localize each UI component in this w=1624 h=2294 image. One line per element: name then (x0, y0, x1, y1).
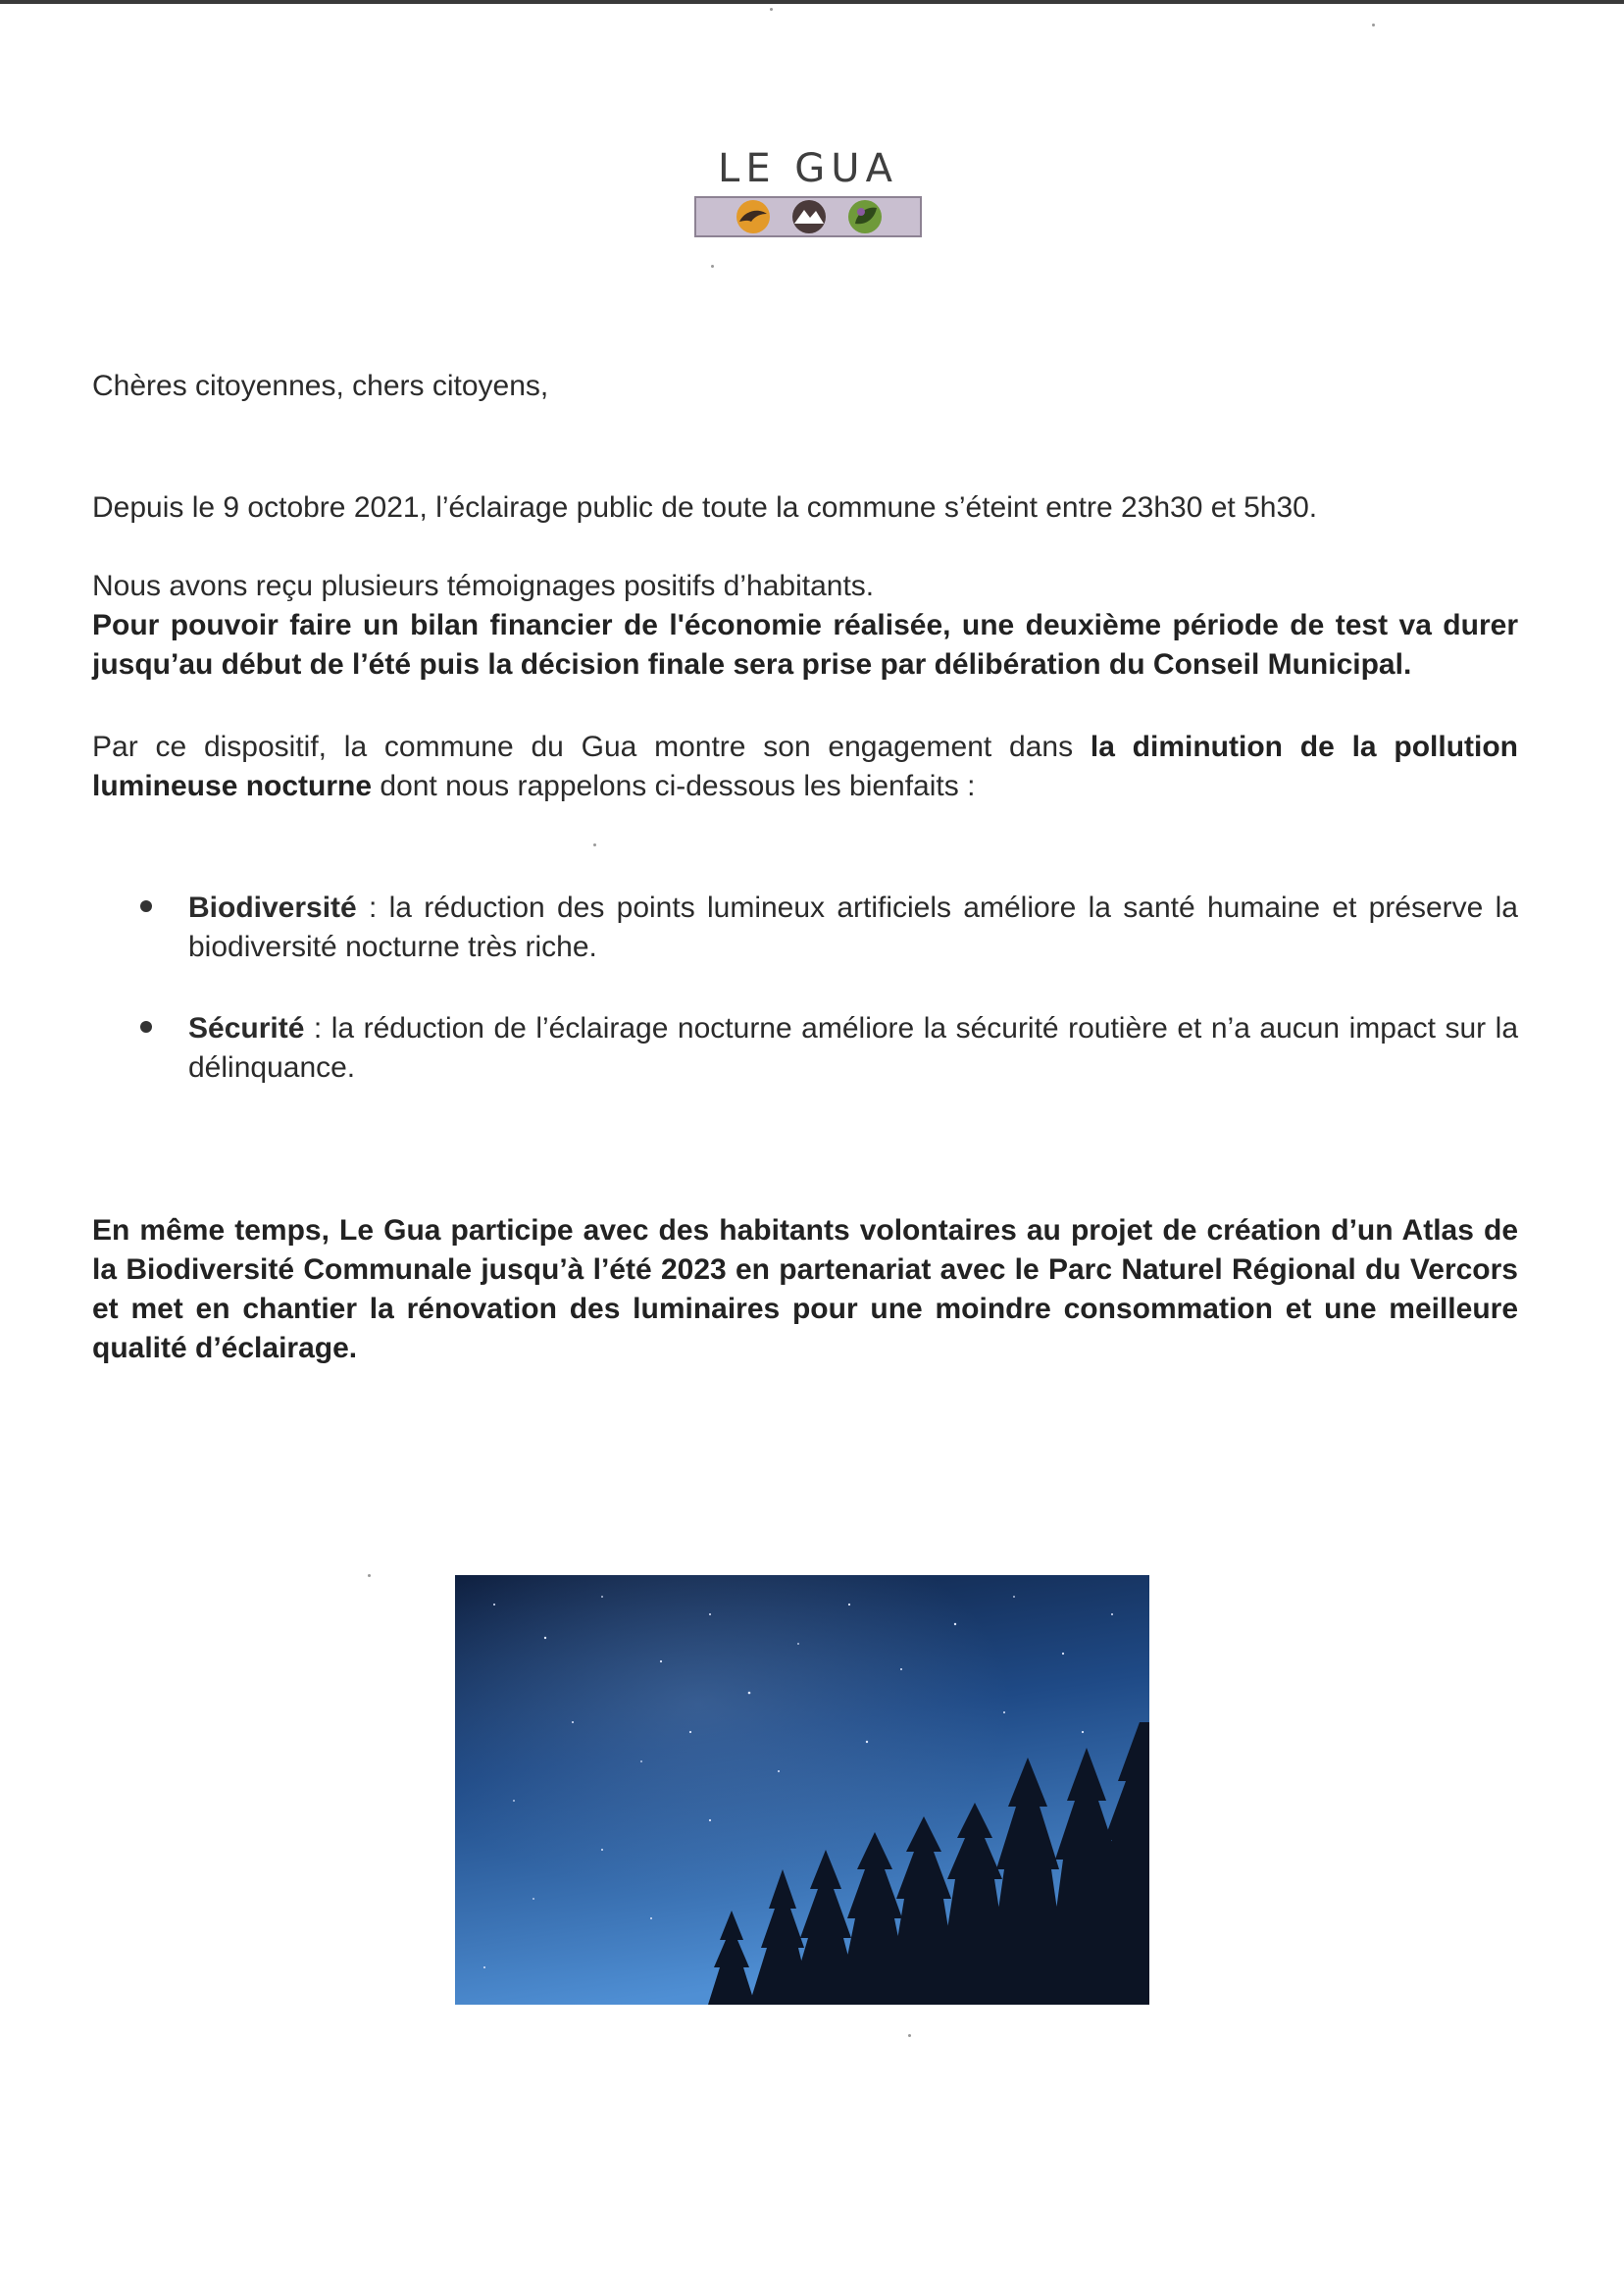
scan-speck (908, 2034, 911, 2037)
bullet-dot (140, 1021, 152, 1033)
bullet-term: Sécurité (188, 1012, 305, 1045)
bullet-description: : la réduction de l’éclairage nocturne améliore la sécurité routière et n’a aucun impact sur la délinquance. (188, 1012, 1518, 1084)
paragraph-atlas (92, 1211, 1518, 1368)
paragraph-engagement (92, 728, 1518, 806)
feedback-text: Nous avons reçu plusieurs témoignages positifs d’habitants. (92, 570, 875, 602)
mountain-icon (792, 200, 826, 233)
bullet-biodiversite (188, 889, 1518, 967)
logo-emblems (696, 198, 920, 235)
salutation-text: Chères citoyennes, chers citoyens, (92, 370, 549, 402)
paragraph-feedback (92, 567, 1518, 685)
atlas-text: En même temps, Le Gua participe avec des habitants volontaires au projet de création d’un Atlas de la Biodiversité Communale jusqu’à l’été 2023 en partenariat avec le Parc Naturel Régional du Vercors et met en chantier la rénovation des luminaires pour une moindre consommation et une meilleure qualité d’éclairage. (92, 1214, 1518, 1364)
le-gua-logo (686, 147, 930, 247)
scan-border (0, 0, 1624, 4)
test-period-text: Pour pouvoir faire un bilan financier de l'économie réalisée, une deuxième période de test va durer jusqu’au début de l’été puis la décision finale sera prise par délibération du Conseil Municipal. (92, 609, 1518, 681)
night-sky-forest-photo (455, 1575, 1149, 2005)
bullet-description: : la réduction des points lumineux artificiels améliore la santé humaine et préserve la biodiversité nocturne très riche. (188, 892, 1518, 963)
dolphin-icon (736, 200, 770, 233)
bullet-term: Biodiversité (188, 892, 357, 924)
night-sky-image (455, 1575, 1149, 2005)
engagement-text-bold: la diminution de la pollution lumineuse nocturne (92, 731, 1519, 802)
logo-emblem-band (694, 196, 922, 237)
logo-wordmark: LE GUA (718, 146, 898, 191)
scan-speck (1372, 24, 1375, 26)
engagement-text-end: dont nous rappelons ci-dessous les bienfaits : (372, 770, 976, 802)
bullet-securite (188, 1009, 1518, 1088)
paragraph-schedule-text: Depuis le 9 octobre 2021, l’éclairage public de toute la commune s’éteint entre 23h30 et 5h30. (92, 491, 1318, 524)
scan-speck (593, 843, 596, 846)
engagement-text-start: Par ce dispositif, la commune du Gua montre son engagement dans (92, 731, 1091, 763)
salutation (92, 367, 1518, 406)
paragraph-schedule (92, 488, 1518, 528)
bullet-dot (140, 900, 152, 912)
scan-speck (711, 265, 714, 268)
leaf-icon (848, 200, 882, 233)
scan-speck (368, 1574, 371, 1577)
scan-speck (770, 8, 773, 11)
